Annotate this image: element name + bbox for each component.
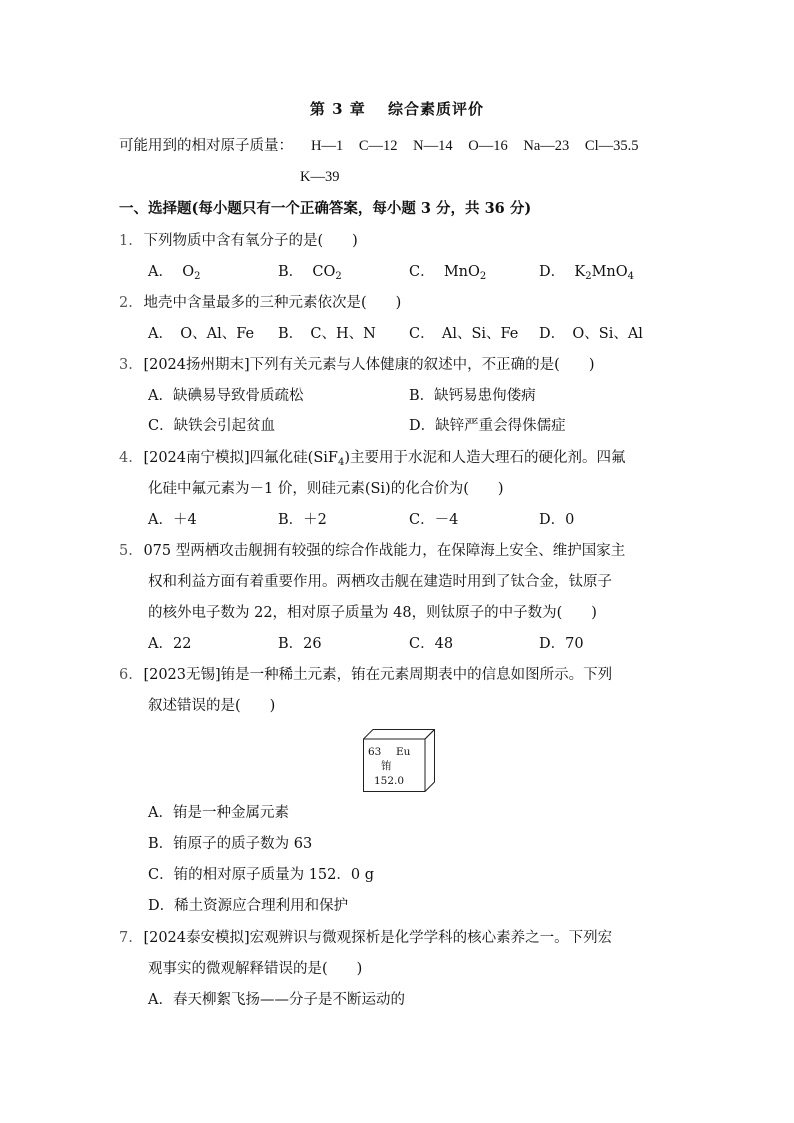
q2-option-c: C． Al、Si、Fe — [409, 326, 519, 342]
question-4 — [119, 448, 626, 468]
question-stem: 下列物质中含有氧分子的是( ) — [143, 233, 358, 249]
mass-k: K—39 — [300, 169, 340, 185]
q4-option-d: D．0 — [539, 512, 575, 528]
question-number: 1. — [119, 233, 133, 249]
mass-o: O—16 — [468, 138, 508, 154]
q1-option-c: C． MnO$_2$ — [409, 264, 487, 282]
q2-option-b: B． C、H、N — [278, 326, 376, 342]
question-7 — [119, 928, 612, 948]
q5-option-c: C．48 — [409, 636, 454, 652]
atomic-number: 63 — [368, 746, 382, 758]
page-title — [0, 98, 794, 119]
question-stem: [2024泰安模拟]宏观辨识与微观探析是化学学科的核心素养之一。下列宏 — [143, 930, 613, 946]
q1-option-d: D． $K_2MnO_4$ — [539, 264, 635, 282]
q3-option-d: D．缺锌严重会得侏儒症 — [409, 418, 566, 434]
q1-option-a: A． $O_2$ — [148, 264, 201, 282]
question-number: 3. — [119, 357, 133, 373]
mass-na: Na—23 — [523, 138, 570, 154]
question-stem: [2024南宁模拟]四氟化硅(SiF$_4$)主要用于水泥和人造大理石的硬化剂。四氟 — [143, 450, 626, 468]
q7-option-a: A．春天柳絮飞扬——分子是不断运动的 — [148, 992, 405, 1008]
q6-option-b: B．铕原子的质子数为 63 — [148, 836, 313, 852]
q3-option-a: A．缺碘易导致骨质疏松 — [148, 388, 304, 404]
mass-cl: Cl—35.5 — [584, 138, 639, 154]
question-4-line2: 化硅中氟元素为－1 价，则硅元素(Si)的化合价为( ) — [148, 481, 504, 497]
question-number: 2. — [119, 295, 133, 311]
question-number: 5. — [119, 543, 133, 559]
mass-n: N—14 — [413, 138, 453, 154]
q3-option-b: B．缺钙易患佝偻病 — [409, 388, 536, 404]
question-stem: 075 型两栖攻击舰拥有较强的综合作战能力，在保障海上安全、维护国家主 — [143, 543, 626, 559]
question-stem: [2023无锡]铕是一种稀土元素，铕在元素周期表中的信息如图所示。下列 — [143, 667, 613, 683]
element-name: 铕 — [381, 760, 392, 772]
periodic-table-cell-figure — [363, 729, 435, 792]
atomic-mass-label: 可能用到的相对原子质量： — [119, 138, 293, 154]
question-number: 6. — [119, 667, 133, 683]
question-2 — [119, 293, 401, 313]
question-5-line3: 的核外电子数为 22，相对原子质量为 48，则钛原子的中子数为( ) — [148, 605, 597, 621]
atomic-mass: 152.0 — [374, 775, 405, 787]
question-5 — [119, 541, 625, 561]
q4-option-a: A．＋4 — [148, 512, 197, 528]
q3-option-c: C．缺铁会引起贫血 — [148, 418, 276, 434]
mass-h: H—1 — [311, 138, 344, 154]
q6-option-a: A．铕是一种金属元素 — [148, 805, 289, 821]
atomic-mass-line — [119, 136, 293, 156]
section-heading: 一、选择题(每小题只有一个正确答案，每小题 3 分，共 36 分) — [119, 200, 532, 217]
question-3 — [119, 355, 594, 375]
atomic-mass-values — [311, 136, 639, 156]
question-6-line2: 叙述错误的是( ) — [148, 698, 276, 714]
chapter-name: 综合素质评价 — [388, 100, 485, 118]
q6-option-c: C．铕的相对原子质量为 152．0 g — [148, 867, 374, 883]
q4-option-b: B．＋2 — [278, 512, 327, 528]
q1-option-b: B． $CO_2$ — [278, 264, 342, 282]
question-stem: 地壳中含量最多的三种元素依次是( ) — [143, 295, 402, 311]
element-symbol: Eu — [396, 746, 411, 758]
question-7-line2: 观事实的微观解释错误的是( ) — [148, 961, 363, 977]
q5-option-b: B．26 — [278, 636, 322, 652]
q5-option-a: A．22 — [148, 636, 192, 652]
q2-option-d: D． O、Si、Al — [539, 326, 643, 342]
q2-option-a: A． O、Al、Fe — [148, 326, 255, 342]
q5-option-d: D．70 — [539, 636, 584, 652]
question-6 — [119, 665, 612, 685]
question-1 — [119, 231, 358, 251]
chapter-label: 第 3 章 — [309, 100, 366, 118]
question-5-line2: 权和利益方面有着重要作用。两栖攻击舰在建造时用到了钛合金，钛原子 — [148, 574, 612, 590]
q4-option-c: C．－4 — [409, 512, 459, 528]
q6-option-d: D．稀土资源应合理利用和保护 — [148, 898, 349, 914]
question-number: 4. — [119, 450, 133, 466]
question-stem: [2024扬州期末]下列有关元素与人体健康的叙述中，不正确的是( ) — [143, 357, 595, 373]
question-number: 7. — [119, 930, 133, 946]
mass-c: C—12 — [358, 138, 398, 154]
